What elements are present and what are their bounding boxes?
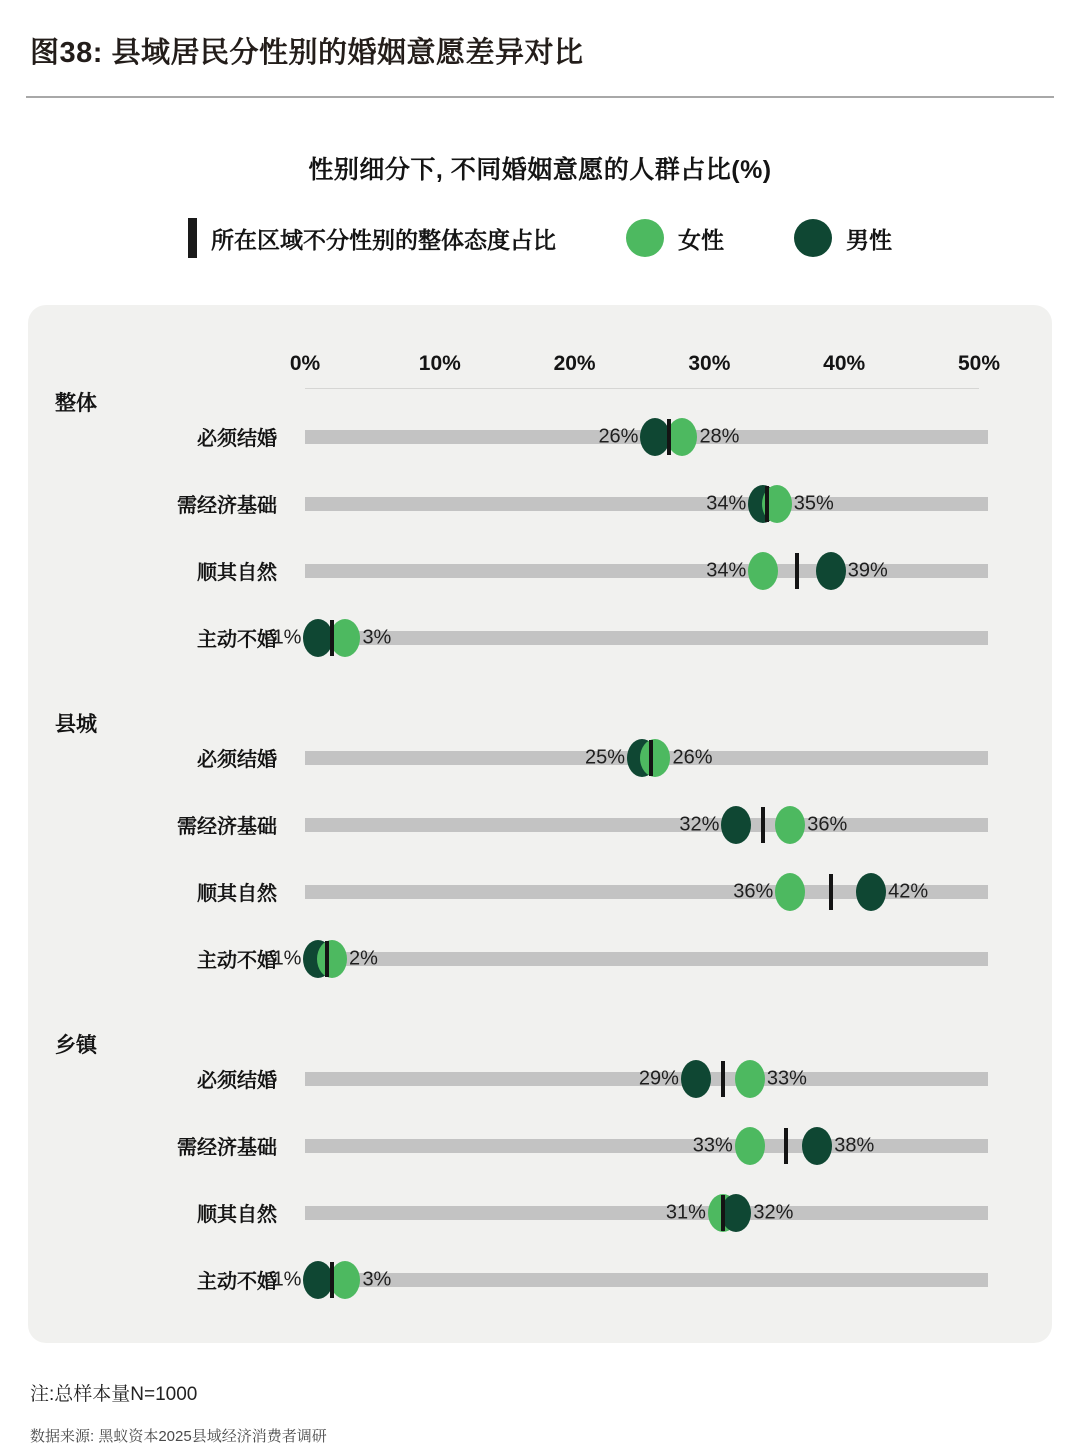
row-label: 需经济基础 [177, 1137, 277, 1159]
male-dot [816, 552, 846, 590]
value-label: 34% [706, 492, 747, 514]
row-label: 必须结婚 [197, 1070, 277, 1092]
value-label: 3% [362, 1268, 392, 1290]
overall-tick-marker [325, 941, 329, 977]
overall-tick-marker [649, 740, 653, 776]
row-label: 需经济基础 [177, 495, 277, 517]
header [0, 0, 1080, 71]
sample-note: 注:总样本量N=1000 [30, 1384, 198, 1405]
legend-item-male [794, 219, 892, 257]
female-dot [667, 418, 697, 456]
female-dot [330, 619, 360, 657]
row-label: 顺其自然 [197, 883, 277, 905]
header-divider [26, 96, 1054, 98]
male-dot [681, 1060, 711, 1098]
female-dot [775, 806, 805, 844]
value-label: 33% [692, 1134, 733, 1156]
row-label: 顺其自然 [197, 562, 277, 584]
value-label: 32% [753, 1201, 794, 1223]
chart-group [28, 1031, 1052, 1313]
table-row [28, 925, 1052, 992]
male-dot [802, 1127, 832, 1165]
value-label: 33% [766, 1067, 807, 1089]
legend-male-label: 男性 [846, 226, 892, 253]
male-dot-icon [794, 219, 832, 257]
table-row [28, 724, 1052, 791]
legend-item-female [626, 219, 724, 257]
overall-tick-marker [829, 874, 833, 910]
overall-tick-marker [765, 486, 769, 522]
row-label: 主动不婚 [197, 950, 277, 972]
x-axis-tick-label: 50% [957, 352, 1001, 375]
x-axis-ticks [289, 339, 1001, 389]
value-label: 42% [888, 880, 929, 902]
table-row [28, 604, 1052, 671]
page-title: 图38: 县域居民分性别的婚姻意愿差异对比 [30, 37, 584, 69]
value-label: 38% [834, 1134, 875, 1156]
x-axis-tick-label: 40% [823, 352, 866, 375]
male-dot [721, 806, 751, 844]
table-row [28, 858, 1052, 925]
row-label: 主动不婚 [197, 629, 277, 651]
chart-groups [28, 389, 1052, 1313]
row-label: 主动不婚 [197, 1271, 277, 1293]
row-label: 需经济基础 [177, 816, 277, 838]
overall-marker-icon [188, 218, 197, 258]
chart-title: 性别细分下, 不同婚姻意愿的人群占比(%) [308, 156, 772, 184]
x-axis-tick-label: 30% [688, 352, 731, 375]
female-dot [735, 1127, 765, 1165]
female-dot-icon [626, 219, 664, 257]
value-label: 31% [665, 1201, 706, 1223]
overall-tick-marker [784, 1128, 788, 1164]
female-dot [775, 873, 805, 911]
table-row [28, 403, 1052, 470]
legend [0, 216, 1080, 260]
group-label: 县城 [55, 713, 97, 736]
row-label: 必须结婚 [197, 749, 277, 771]
table-row [28, 537, 1052, 604]
value-label: 32% [679, 813, 720, 835]
overall-tick-marker [667, 419, 671, 455]
overall-tick-marker [721, 1061, 725, 1097]
female-dot [317, 940, 347, 978]
male-dot [721, 1194, 751, 1232]
overall-tick-marker [761, 807, 765, 843]
table-row [28, 470, 1052, 537]
value-label: 26% [672, 746, 713, 768]
x-axis [28, 339, 1052, 389]
legend-female-label: 女性 [678, 226, 724, 253]
female-dot [735, 1060, 765, 1098]
group-label: 整体 [55, 392, 97, 415]
table-row [28, 1246, 1052, 1313]
value-label: 25% [584, 746, 625, 768]
x-axis-tick-label: 0% [289, 352, 321, 375]
overall-tick-marker [330, 1262, 334, 1298]
male-dot [856, 873, 886, 911]
value-label: 39% [847, 559, 888, 581]
x-axis-tick-label: 10% [418, 352, 461, 375]
value-label: 1% [272, 1268, 302, 1290]
value-label: 2% [348, 947, 378, 969]
table-row [28, 1112, 1052, 1179]
legend-item-overall [188, 218, 556, 258]
chart-group [28, 710, 1052, 992]
table-row [28, 1045, 1052, 1112]
table-row [28, 791, 1052, 858]
chart-group [28, 389, 1052, 671]
chart-panel [28, 305, 1052, 1343]
row-label: 必须结婚 [197, 428, 277, 450]
female-dot [748, 552, 778, 590]
overall-tick-marker [330, 620, 334, 656]
data-source: 数据来源: 黑蚁资本2025县域经济消费者调研 [30, 1428, 327, 1445]
value-label: 36% [733, 880, 774, 902]
value-label: 34% [706, 559, 747, 581]
female-dot [330, 1261, 360, 1299]
value-label: 3% [362, 626, 392, 648]
value-label: 26% [598, 425, 639, 447]
x-axis-tick-label: 20% [553, 352, 596, 375]
legend-overall-label: 所在区域不分性别的整体态度占比 [211, 226, 556, 253]
overall-tick-marker [795, 553, 799, 589]
female-dot [640, 739, 670, 777]
value-label: 36% [807, 813, 848, 835]
value-label: 29% [638, 1067, 679, 1089]
value-label: 1% [272, 626, 302, 648]
group-label: 乡镇 [55, 1034, 97, 1057]
overall-tick-marker [721, 1195, 725, 1231]
row-label: 顺其自然 [197, 1204, 277, 1226]
value-label: 28% [699, 425, 740, 447]
value-label: 1% [272, 947, 302, 969]
value-label: 35% [793, 492, 834, 514]
table-row [28, 1179, 1052, 1246]
